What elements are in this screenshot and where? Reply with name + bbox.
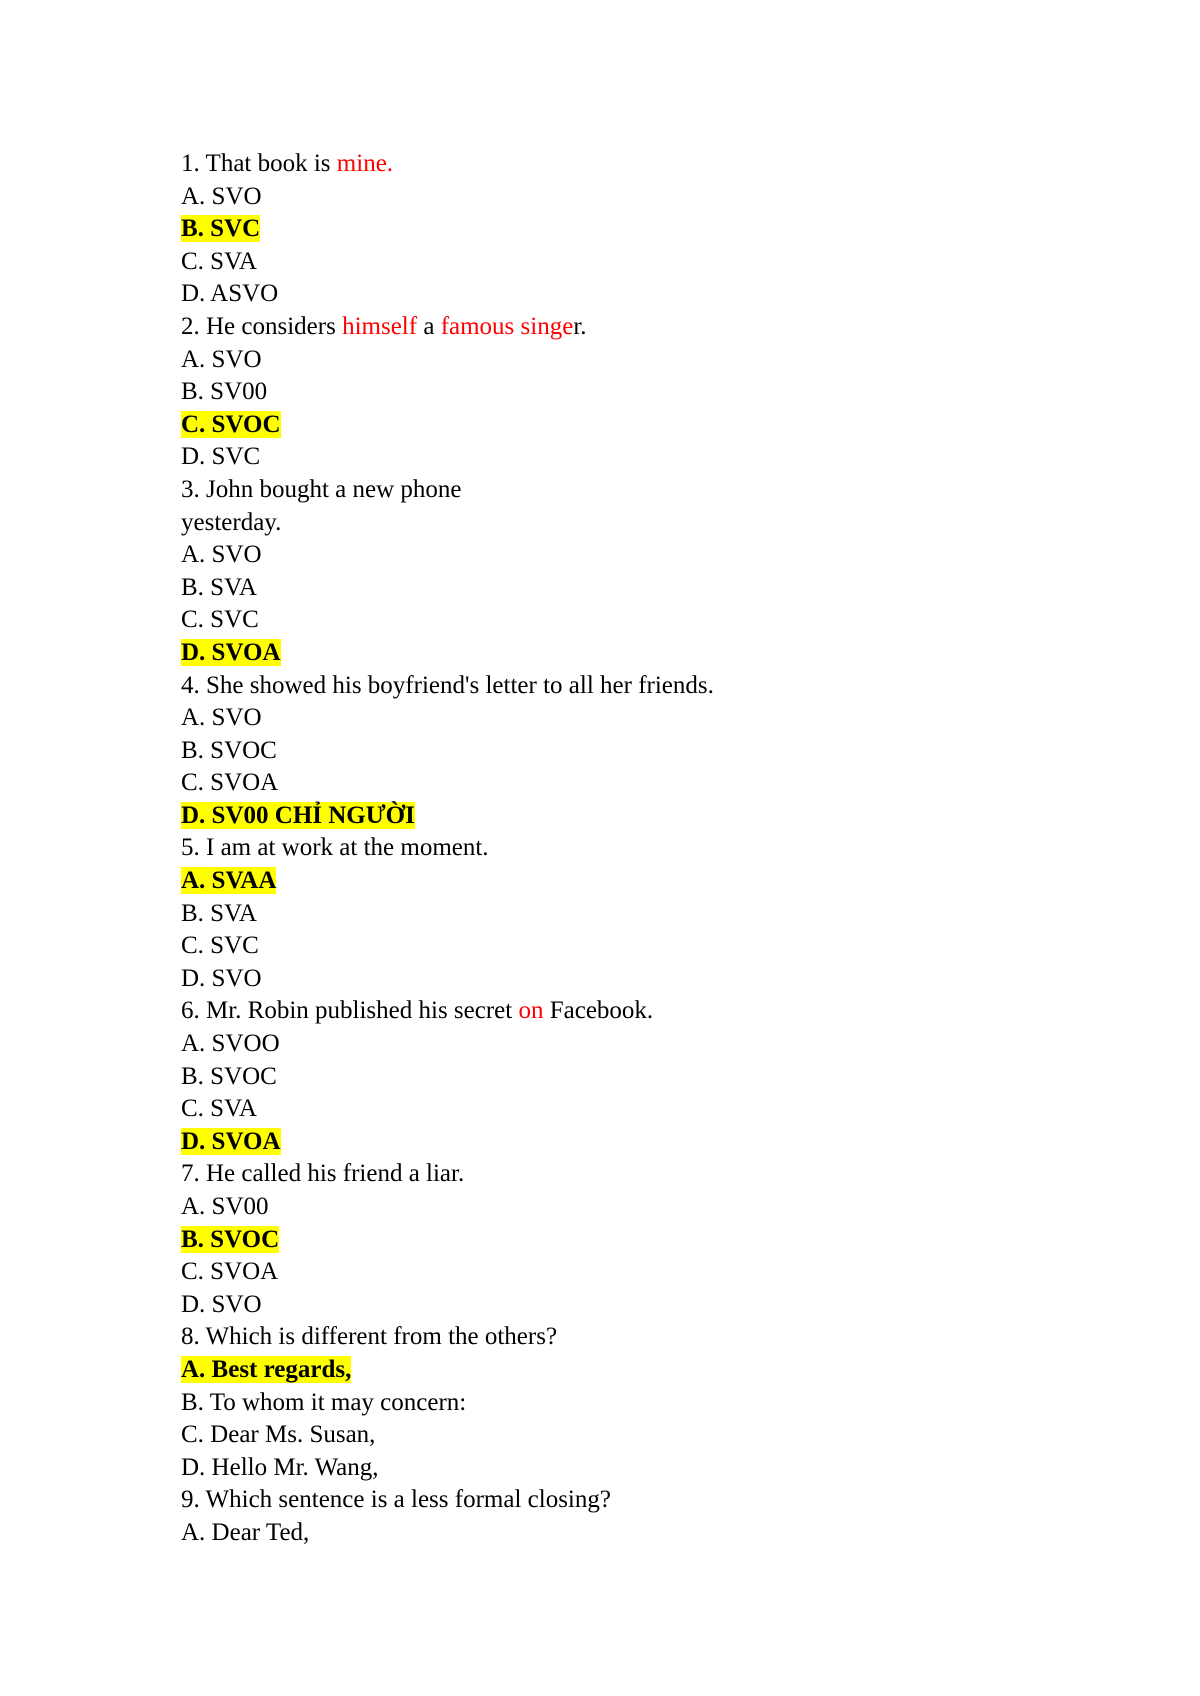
question-text: 5. I am at work at the moment. <box>181 834 489 862</box>
answer-option <box>181 539 1081 572</box>
option-text: C. SVC <box>181 932 259 960</box>
answer-option <box>181 735 1081 768</box>
question-stem <box>181 670 1081 703</box>
answer-option-correct <box>181 1224 1081 1257</box>
option-text: D. SVC <box>181 443 261 471</box>
answer-option <box>181 702 1081 735</box>
option-text: D. SVO <box>181 1290 262 1318</box>
question-text: 4. She showed his boyfriend's letter to all her friends. <box>181 671 714 699</box>
option-text: A. SV00 <box>181 1193 269 1220</box>
answer-option <box>181 1419 1081 1452</box>
option-text: A. SVO <box>181 704 262 732</box>
option-text: B. SVOC <box>181 1062 277 1090</box>
option-text: D. Hello Mr. Wang, <box>181 1453 379 1481</box>
highlighted-answer: D. SV00 CHỈ NGƯỜI <box>181 801 415 829</box>
emphasized-text: himself <box>342 312 418 340</box>
emphasized-text: on <box>518 997 544 1025</box>
option-text: C. SVA <box>181 247 257 275</box>
answer-option-correct <box>181 409 1081 442</box>
option-text: B. SVA <box>181 899 257 927</box>
answer-option-correct <box>181 800 1081 833</box>
option-text: D. SVO <box>181 964 262 992</box>
question-stem <box>181 832 1081 865</box>
answer-option <box>181 1191 1081 1224</box>
question-text: yesterday. <box>181 508 282 536</box>
question-text: Facebook. <box>543 997 654 1025</box>
answer-option <box>181 898 1081 931</box>
highlighted-answer: A. Best regards, <box>181 1355 352 1383</box>
highlighted-answer: D. SVOA <box>181 638 281 666</box>
highlighted-answer: B. SVOC <box>181 1225 280 1253</box>
option-text: A. SVO <box>181 345 262 373</box>
answer-option <box>181 181 1081 214</box>
emphasized-text: mine. <box>336 150 394 177</box>
answer-option <box>181 767 1081 800</box>
answer-option <box>181 1256 1081 1289</box>
answer-option <box>181 1093 1081 1126</box>
question-text: 7. He called his friend a liar. <box>181 1160 465 1188</box>
answer-option <box>181 1387 1081 1420</box>
option-text: C. SVA <box>181 1095 257 1123</box>
question-text: r. <box>573 312 587 340</box>
question-stem <box>181 1484 1081 1517</box>
question-stem-continued <box>181 507 1081 540</box>
highlighted-answer: A. SVAA <box>181 867 277 895</box>
option-text: B. To whom it may concern: <box>181 1388 467 1416</box>
answer-option <box>181 1289 1081 1322</box>
answer-option <box>181 1517 1081 1550</box>
option-text: A. Dear Ted, <box>181 1518 310 1546</box>
answer-option <box>181 604 1081 637</box>
answer-option <box>181 572 1081 605</box>
option-text: B. SVA <box>181 573 257 601</box>
question-text: 2. He considers <box>181 312 343 340</box>
option-text: A. SVO <box>181 182 262 210</box>
option-text: C. Dear Ms. Susan, <box>181 1421 376 1449</box>
question-stem <box>181 1158 1081 1191</box>
option-text: D. ASVO <box>181 280 279 308</box>
question-stem <box>181 474 1081 507</box>
answer-option-correct <box>181 865 1081 898</box>
question-stem <box>181 995 1081 1028</box>
answer-option-correct <box>181 213 1081 246</box>
question-text: 6. Mr. Robin published his secret <box>181 997 519 1025</box>
question-stem <box>181 311 1081 344</box>
document-page <box>181 148 1081 1550</box>
option-text: C. SVC <box>181 606 259 634</box>
answer-option <box>181 278 1081 311</box>
answer-option-correct <box>181 1354 1081 1387</box>
answer-option <box>181 344 1081 377</box>
answer-option <box>181 441 1081 474</box>
option-text: B. SV00 <box>181 378 268 406</box>
question-text: 9. Which sentence is a less formal closing? <box>181 1486 611 1514</box>
question-text: 8. Which is different from the others? <box>181 1323 558 1351</box>
question-text: a <box>417 312 441 340</box>
option-text: B. SVOC <box>181 736 277 764</box>
answer-option <box>181 1061 1081 1094</box>
answer-option-correct <box>181 1126 1081 1159</box>
question-stem <box>181 148 1081 181</box>
answer-option <box>181 963 1081 996</box>
answer-option <box>181 930 1081 963</box>
highlighted-answer: C. SVOC <box>181 410 281 438</box>
option-text: C. SVOA <box>181 1258 279 1286</box>
answer-option-correct <box>181 637 1081 670</box>
answer-option <box>181 246 1081 279</box>
option-text: A. SVOO <box>181 1030 280 1058</box>
answer-option <box>181 1452 1081 1485</box>
emphasized-text: famous singe <box>440 312 574 340</box>
answer-option <box>181 1028 1081 1061</box>
option-text: A. SVO <box>181 541 262 569</box>
question-text: 3. John bought a new phone <box>181 475 462 503</box>
option-text: C. SVOA <box>181 769 279 797</box>
answer-option <box>181 376 1081 409</box>
highlighted-answer: B. SVC <box>181 215 261 243</box>
highlighted-answer: D. SVOA <box>181 1127 281 1155</box>
question-text: 1. That book is <box>181 150 337 177</box>
question-stem <box>181 1321 1081 1354</box>
